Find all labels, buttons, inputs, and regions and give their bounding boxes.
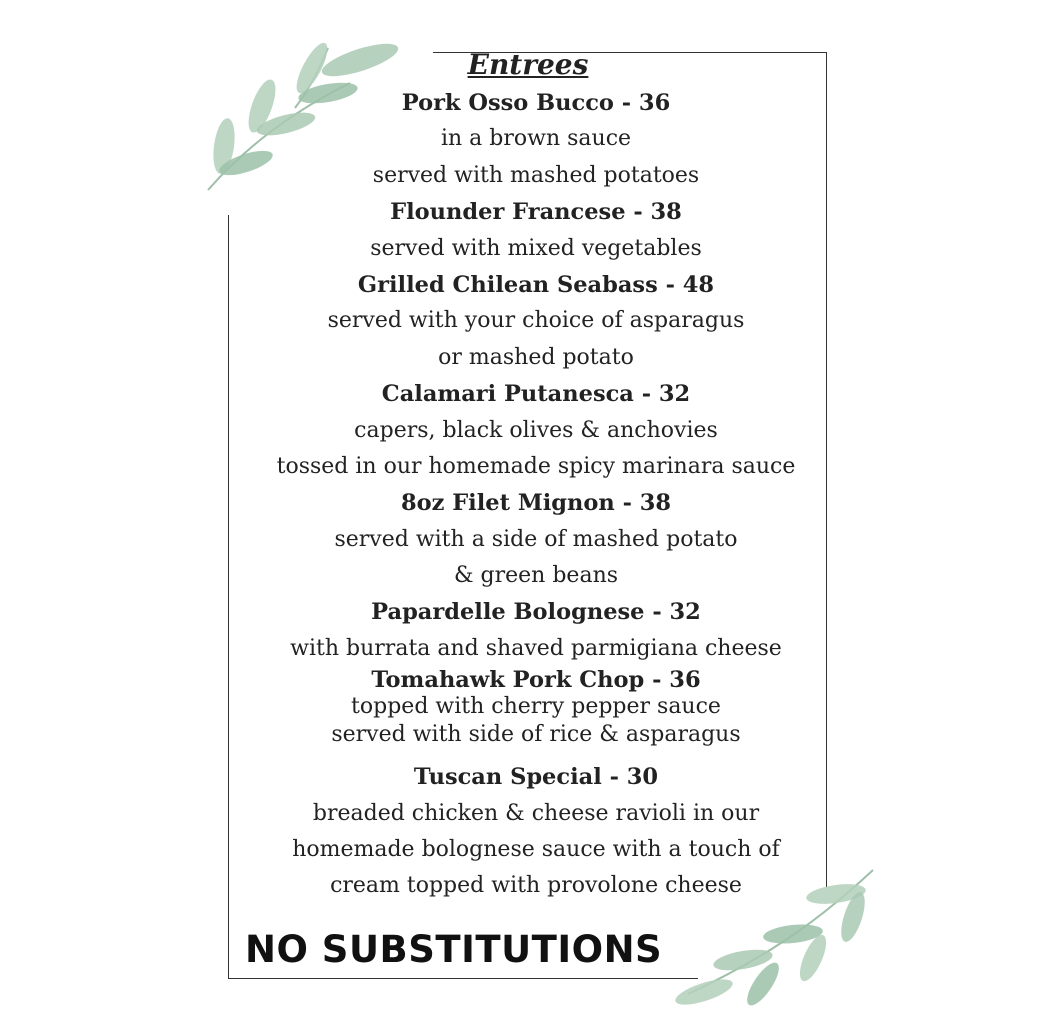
menu-item-description: served with mixed vegetables xyxy=(370,235,702,261)
menu-item-description: in a brown sauce xyxy=(440,126,632,152)
menu-item-description: cream topped with provolone cheese xyxy=(330,873,742,899)
menu-item-description: tossed in our homemade spicy marinara sauce xyxy=(276,453,796,479)
menu-item-description: homemade bolognese sauce with a touch of xyxy=(292,837,780,863)
menu-item-name: Grilled Chilean Seabass - 48 xyxy=(357,271,715,298)
menu-item-description: topped with cherry pepper sauce xyxy=(351,694,721,720)
menu-section-title: Entrees xyxy=(467,48,589,81)
menu-item-description: served with your choice of asparagus xyxy=(327,308,745,334)
menu-item-description: breaded chicken & cheese ravioli in our xyxy=(312,800,760,826)
menu-item-name: Tuscan Special - 30 xyxy=(413,764,659,791)
menu-item-description: served with a side of mashed potato xyxy=(334,526,738,552)
menu-item-name: Pork Osso Bucco - 36 xyxy=(401,90,671,116)
frame-border-left xyxy=(228,215,229,979)
menu-item-description: or mashed potato xyxy=(438,344,634,370)
menu-item-name: Calamari Putanesca - 32 xyxy=(381,381,691,408)
menu-item-description: capers, black olives & anchovies xyxy=(354,417,718,443)
menu-item-description: with burrata and shaved parmigiana cheese xyxy=(290,635,782,661)
no-substitutions-notice: NO SUBSTITUTIONS xyxy=(245,928,663,971)
frame-border-bottom xyxy=(228,978,698,979)
menu-item-name: Papardelle Bolognese - 32 xyxy=(371,599,701,626)
menu-item-description: served with side of rice & asparagus xyxy=(331,722,741,748)
menu-item-description: & green beans xyxy=(453,563,619,589)
menu-item-description: served with mashed potatoes xyxy=(372,162,700,188)
menu-item-name: 8oz Filet Mignon - 38 xyxy=(400,490,672,517)
menu-item-name: Flounder Francese - 38 xyxy=(390,199,682,226)
menu-item-name: Tomahawk Pork Chop - 36 xyxy=(371,667,701,694)
menu-list xyxy=(230,85,842,905)
